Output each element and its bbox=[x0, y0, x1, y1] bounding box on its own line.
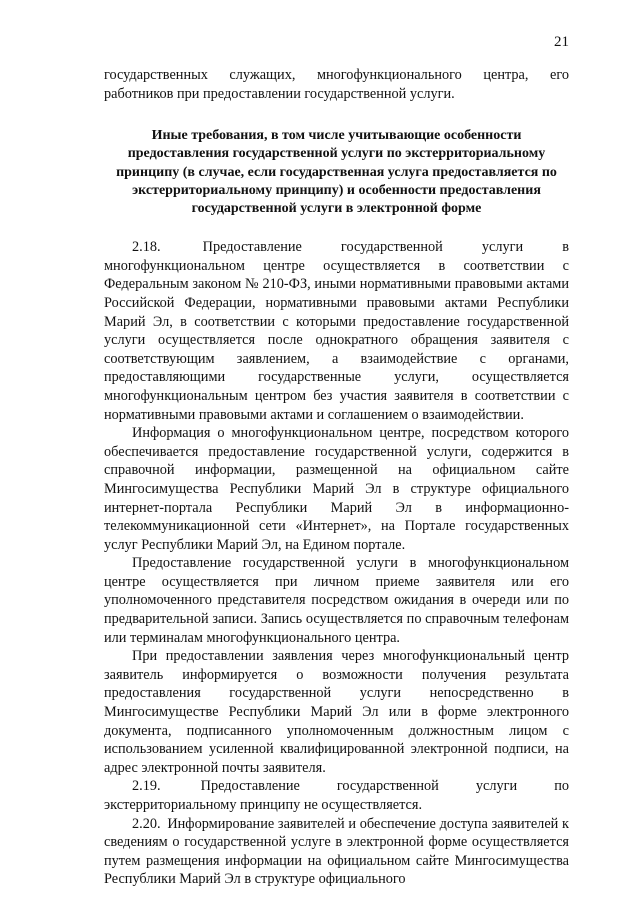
paragraph-text: Предоставление государственной услуги по экстерриториальному принципу не осуществляется. bbox=[104, 778, 570, 814]
paragraph-2-19 bbox=[104, 777, 569, 814]
paragraph-2-18 bbox=[104, 238, 569, 424]
paragraph-text: Предоставление государственной услуги в многофункциональном центре осуществляется в соответствии с Федеральным законом № 210-ФЗ, иными нормативными правовыми актами Российской Федерации, нормативными правовыми актами Республики Марий Эл, в соответствии с которыми предоставление государственной услуги осуществляется после однократного обращения заявителя с соответствующим заявлением, а взаимодействие с органами, предоставляющими государственные услуги, осуществляется многофункциональным центром без участия заявителя в соответствии с нормативными правовыми актами и соглашением о взаимодействии. bbox=[104, 239, 569, 423]
document-body bbox=[104, 66, 569, 889]
paragraph-2-20 bbox=[104, 815, 569, 889]
intro-paragraph: государственных служащих, многофункционального центра, его работников при предоставлении государственной услуги. bbox=[104, 67, 569, 102]
paragraph-number: 2.19. bbox=[132, 778, 161, 795]
paragraph-number: 2.18. bbox=[132, 239, 161, 256]
submission-paragraph: При предоставлении заявления через многофункциональный центр заявитель информируется о возможности получения результата предоставления государственной услуги непосредственно в Мингосимуществе Республики Марий Эл или в форме электронного документа, подписанного уполномоченным должностным лицом с использованием усиленной квалифицированной электронной подписи, на адрес электронной почты заявителя. bbox=[104, 648, 569, 776]
section-heading: Иные требования, в том числе учитывающие особенности предоставления государственной услуги по экстерриториальному принципу (в случае, если государственная услуга предоставляется по экстерриториальному принципу) и особенности предоставления государственной услуги в электронной форме bbox=[116, 128, 557, 216]
page-number: 21 bbox=[554, 34, 569, 50]
provision-paragraph: Предоставление государственной услуги в многофункциональном центре осуществляется при личном приеме заявителя или его уполномоченного представителя посредством ожидания в очереди или по предварительной записи. Запись осуществляется по справочным телефонам или терминалам многофункционального центра. bbox=[104, 555, 569, 646]
paragraph-text: Информирование заявителей и обеспечение доступа заявителей к сведениям о государственной услуге в электронной форме осуществляется путем размещения информации на официальном сайте Мингосимущества Республики Марий Эл в структуре официального bbox=[104, 815, 569, 888]
info-paragraph: Информация о многофункциональном центре, посредством которого обеспечивается предоставление государственной услуги, содержится в справочной информации, размещенной на официальном сайте Мингосимущества Республики Марий Эл в структуре официального интернет-портала Республики Марий Эл в информационно-телекоммуникационной сети «Интернет», на Портале государственных услуг Республики Марий Эл, на Едином портале. bbox=[104, 425, 569, 553]
paragraph-number: 2.20. bbox=[132, 815, 161, 832]
